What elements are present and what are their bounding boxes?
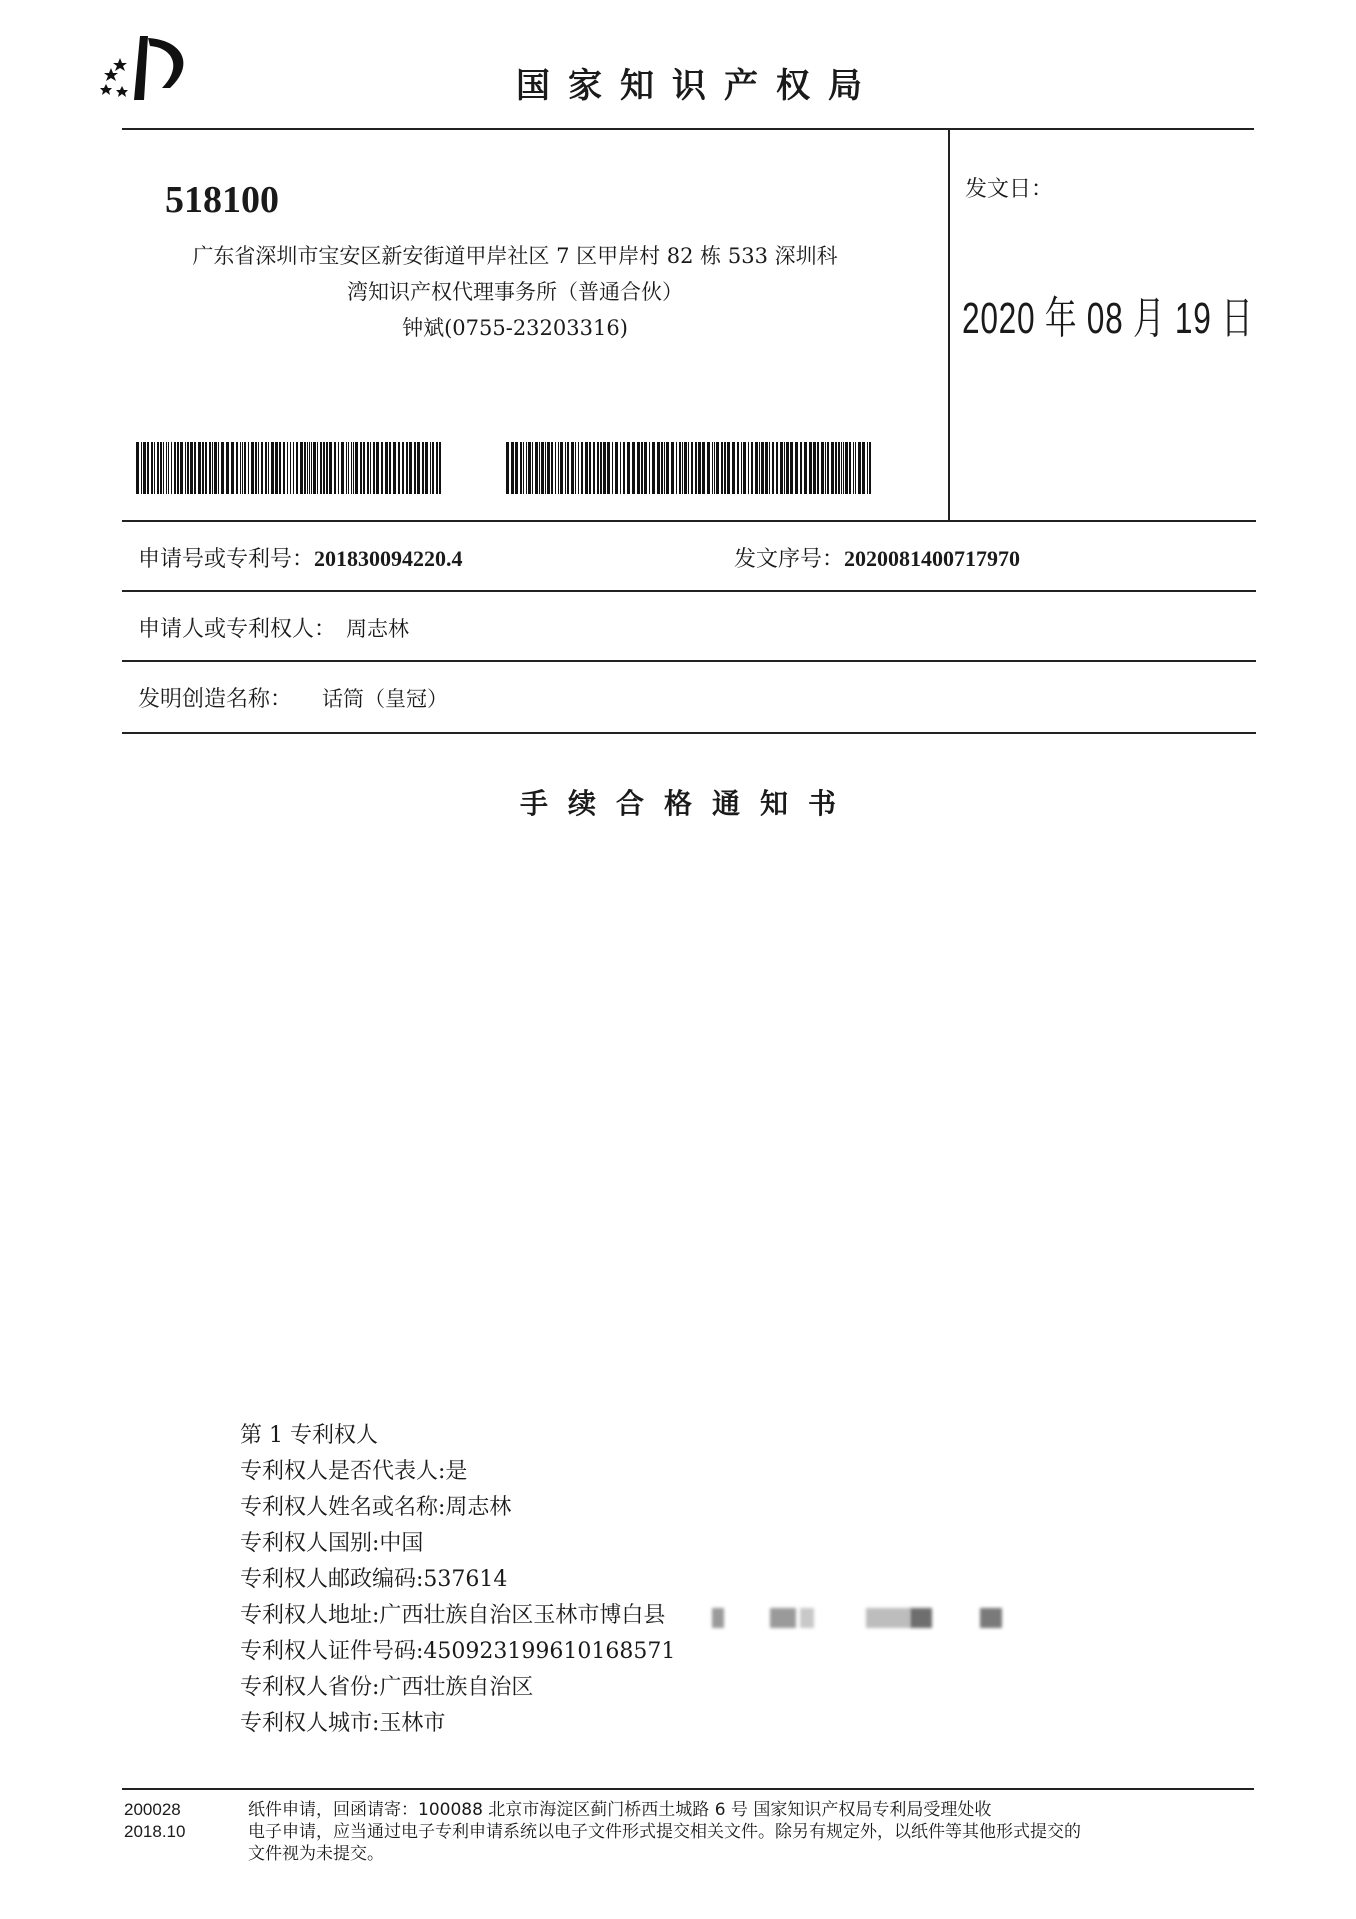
office-name: 国家知识产权局 [516, 66, 880, 106]
divider [122, 660, 1256, 662]
design-name: 话筒（皇冠） [322, 687, 449, 711]
detail-line: 专利权人地址:广西壮族自治区玉林市博白县 [240, 1603, 666, 1628]
footer-line-1: 纸件申请，回函请寄：100088 北京市海淀区蓟门桥西土城路 6 号 国家知识产权局专利局受理处收 [248, 1800, 992, 1820]
form-version: 2018.10 [124, 1822, 186, 1841]
application-number: 201830094220.4 [314, 546, 463, 571]
application-number-label: 申请号或专利号： [138, 547, 315, 572]
barcode-left [136, 442, 442, 494]
detail-line: 专利权人城市:玉林市 [240, 1711, 446, 1736]
redacted-mark [910, 1608, 932, 1628]
redacted-mark [980, 1608, 1002, 1628]
applicant-row [138, 612, 409, 643]
application-number-row [138, 542, 463, 573]
divider [122, 732, 1256, 734]
serial-number: 2020081400717970 [844, 546, 1021, 571]
footer-line-2: 电子申请，应当通过电子专利申请系统以电子文件形式提交相关文件。除另有规定外，以纸件等其他形式提交的 [248, 1822, 1081, 1842]
issue-date-value: 2020 年 08 月 19 日 [962, 294, 1254, 343]
detail-line: 专利权人邮政编码:537614 [240, 1567, 508, 1592]
postal-code: 518100 [165, 179, 279, 221]
detail-line: 专利权人国别:中国 [240, 1531, 424, 1556]
applicant-label: 申请人或专利权人： [138, 617, 337, 642]
redacted-mark [800, 1608, 814, 1628]
detail-line: 专利权人证件号码:450923199610168571 [240, 1639, 676, 1664]
design-name-row [138, 682, 448, 713]
applicant-name: 周志林 [346, 617, 410, 641]
detail-line: 专利权人姓名或名称:周志林 [240, 1495, 512, 1520]
date-column-divider [948, 128, 950, 520]
redacted-mark [866, 1608, 910, 1628]
header-divider [122, 128, 1254, 130]
footer-divider [122, 1788, 1254, 1790]
divider [122, 590, 1256, 592]
address-line-1: 广东省深圳市宝安区新安街道甲岸社区 7 区甲岸村 82 栋 533 深圳科 [192, 244, 838, 268]
contact-line: 钟斌(0755-23203316) [402, 316, 628, 340]
redacted-mark [770, 1608, 796, 1628]
serial-number-row [734, 542, 1020, 573]
form-code: 200028 [124, 1800, 181, 1819]
document-title: 手续合格通知书 [519, 787, 856, 820]
issue-date-label: 发文日： [965, 177, 1054, 202]
serial-number-label: 发文序号： [734, 547, 845, 572]
divider [122, 520, 1256, 522]
address-line-2: 湾知识产权代理事务所（普通合伙） [347, 280, 683, 304]
detail-line: 第 1 专利权人 [240, 1423, 378, 1448]
barcode-right [506, 442, 874, 494]
detail-line: 专利权人省份:广西壮族自治区 [240, 1675, 534, 1700]
design-name-label: 发明创造名称： [138, 687, 293, 712]
footer-line-3: 文件视为未提交。 [248, 1844, 384, 1864]
detail-line: 专利权人是否代表人:是 [240, 1459, 468, 1484]
redacted-mark [712, 1608, 724, 1628]
